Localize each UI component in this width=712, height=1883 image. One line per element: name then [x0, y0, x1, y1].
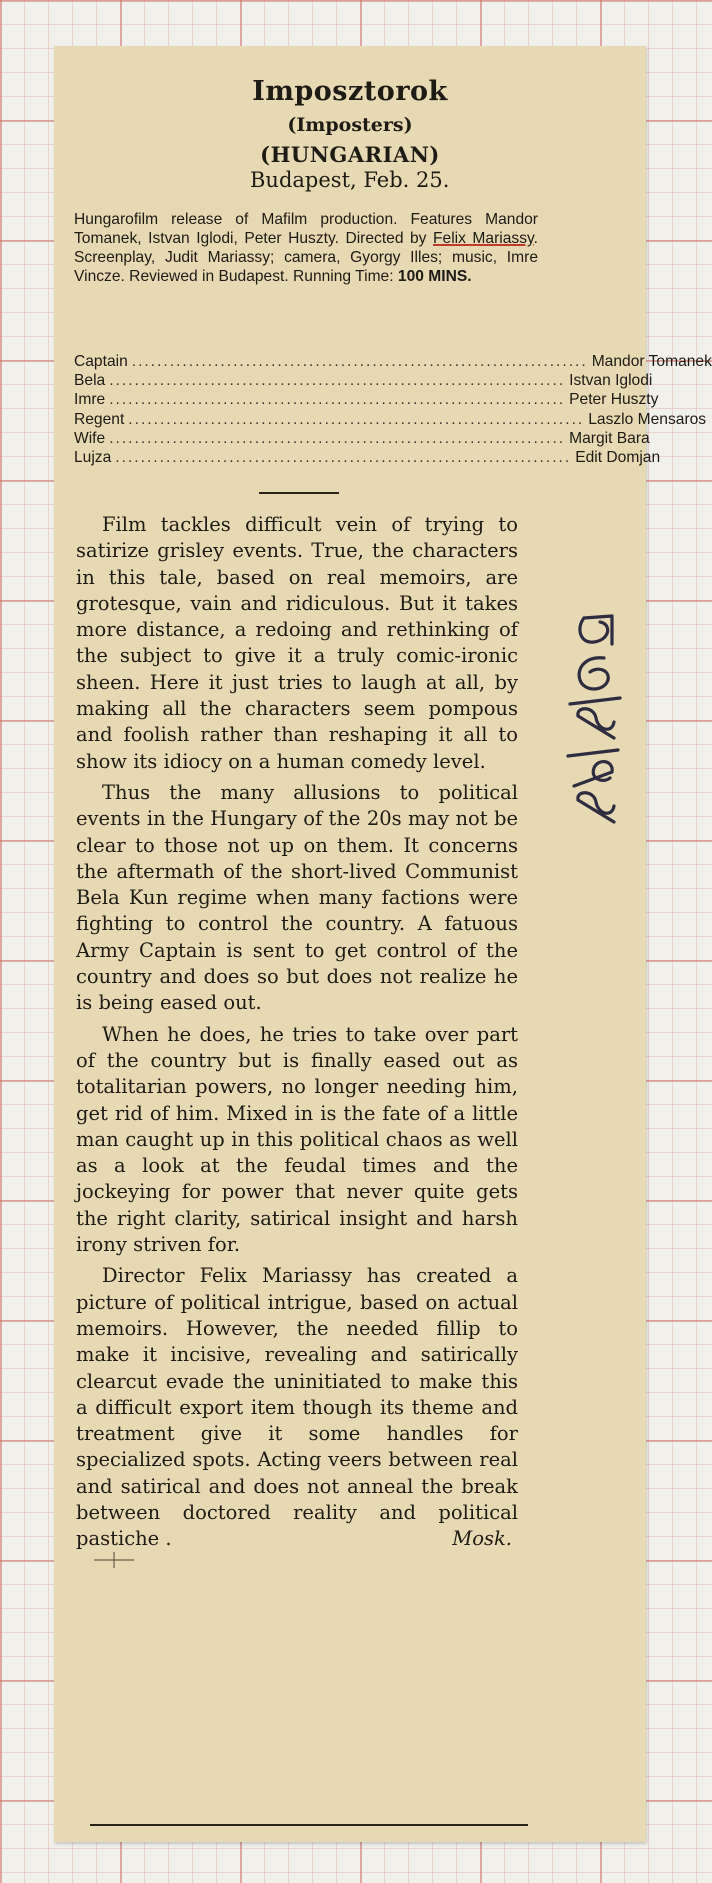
cast-actor: Peter Huszty [569, 391, 659, 409]
cast-role: Wife [74, 429, 106, 447]
credits-block [74, 210, 538, 286]
bottom-rule [90, 1824, 528, 1826]
cast-role: Lujza [74, 449, 112, 467]
leader-dots: ........................................................................ [109, 372, 566, 390]
cast-actor: Istvan Iglodi [569, 372, 653, 390]
cast-actor: Margit Bara [569, 429, 650, 447]
reviewer-signature: Mosk. [452, 1527, 512, 1551]
review-paragraph: When he does, he tries to take over part of the country but is finally eased out as totalitarian powers, no longer needing him, get rid of him. Mixed in is the fate of a little man caught up in this political chaos as well as a look at the feudal times and the jockeying for power that never quite gets the right clarity, satirical insight and harsh irony striven for. [76, 1022, 518, 1257]
leader-dots: ........................................................................ [128, 410, 585, 428]
cast-role: Bela [74, 372, 106, 390]
credits-text-after: . Screenplay, Judit Mariassy; camera, Gyorgy Illes; music, Imre Vincze. Reviewed in Budapest. Running Time: [74, 230, 538, 285]
cast-row [74, 448, 661, 467]
section-divider [259, 492, 339, 494]
leader-dots: ........................................................................ [115, 449, 572, 467]
leader-dots: ........................................................................ [109, 429, 566, 447]
credits-text-before: Hungarofilm release of Mafilm production. Features Mandor Tomanek, Istvan Iglodi, Peter Huszty. Directed by [74, 211, 538, 247]
review-body [76, 512, 518, 1558]
handwritten-date-annotation [554, 606, 634, 836]
handwritten-date-icon [554, 606, 634, 836]
review-paragraph-text: Director Felix Mariassy has created a picture of political intrigue, based on actual memoirs. However, the needed fillip to make it incisive, revealing and satirically clearcut evade the uninitiated to make this a difficult export item though its theme and treatment give it some handles for specialized spots. Acting veers between real and satirical and does not anneal the break between doctored reality and political pastiche . [76, 1264, 518, 1551]
cast-row [74, 390, 659, 409]
cast-role: Imre [74, 391, 106, 409]
review-paragraph [76, 1263, 518, 1552]
director-name: Felix Mariassy [433, 230, 534, 247]
cast-row [74, 371, 653, 390]
review-paragraph: Thus the many allusions to political events in the Hungary of the 20s may not be clear to those not up on them. It concerns the aftermath of the short-lived Communist Bela Kun regime when many factions were fighting to control the country. A fatuous Army Captain is sent to get control of the country and does so but does not realize he is being eased out. [76, 780, 518, 1015]
cast-role: Regent [74, 410, 125, 428]
leader-dots: ........................................................................ [109, 391, 566, 409]
newspaper-clipping [54, 46, 712, 1842]
review-subtitle: (Imposters) [287, 114, 413, 136]
pin-mark-icon [94, 1550, 134, 1570]
cast-role: Captain [74, 353, 128, 370]
review-paragraph: Film tackles difficult vein of trying to satirize grisley events. True, the characters in this tale, based on real memoirs, are grotesque, vain and ridiculous. But it takes more distance, a redoing and rethinking of the subject to give it a truly comic-ironic sheen. Here it just tries to laugh at all, by making all the characters seem pompous and foolish rather than reshaping it all to show its idiocy on a human comedy level. [76, 513, 518, 773]
cast-actor: Edit Domjan [575, 449, 661, 467]
dateline: Budapest, Feb. 25. [250, 168, 450, 192]
leader-dots: ........................................................................ [131, 353, 588, 370]
cast-row [74, 352, 712, 371]
cast-actor: Laszlo Mensaros [588, 410, 707, 428]
cast-actor: Mandor Tomanek [591, 353, 712, 370]
review-title: Imposztorok [252, 76, 448, 107]
cast-list [74, 352, 712, 467]
review-country: (HUNGARIAN) [260, 142, 440, 167]
cast-row [74, 429, 650, 448]
cast-row [74, 410, 707, 429]
running-time: 100 MINS. [397, 268, 472, 285]
